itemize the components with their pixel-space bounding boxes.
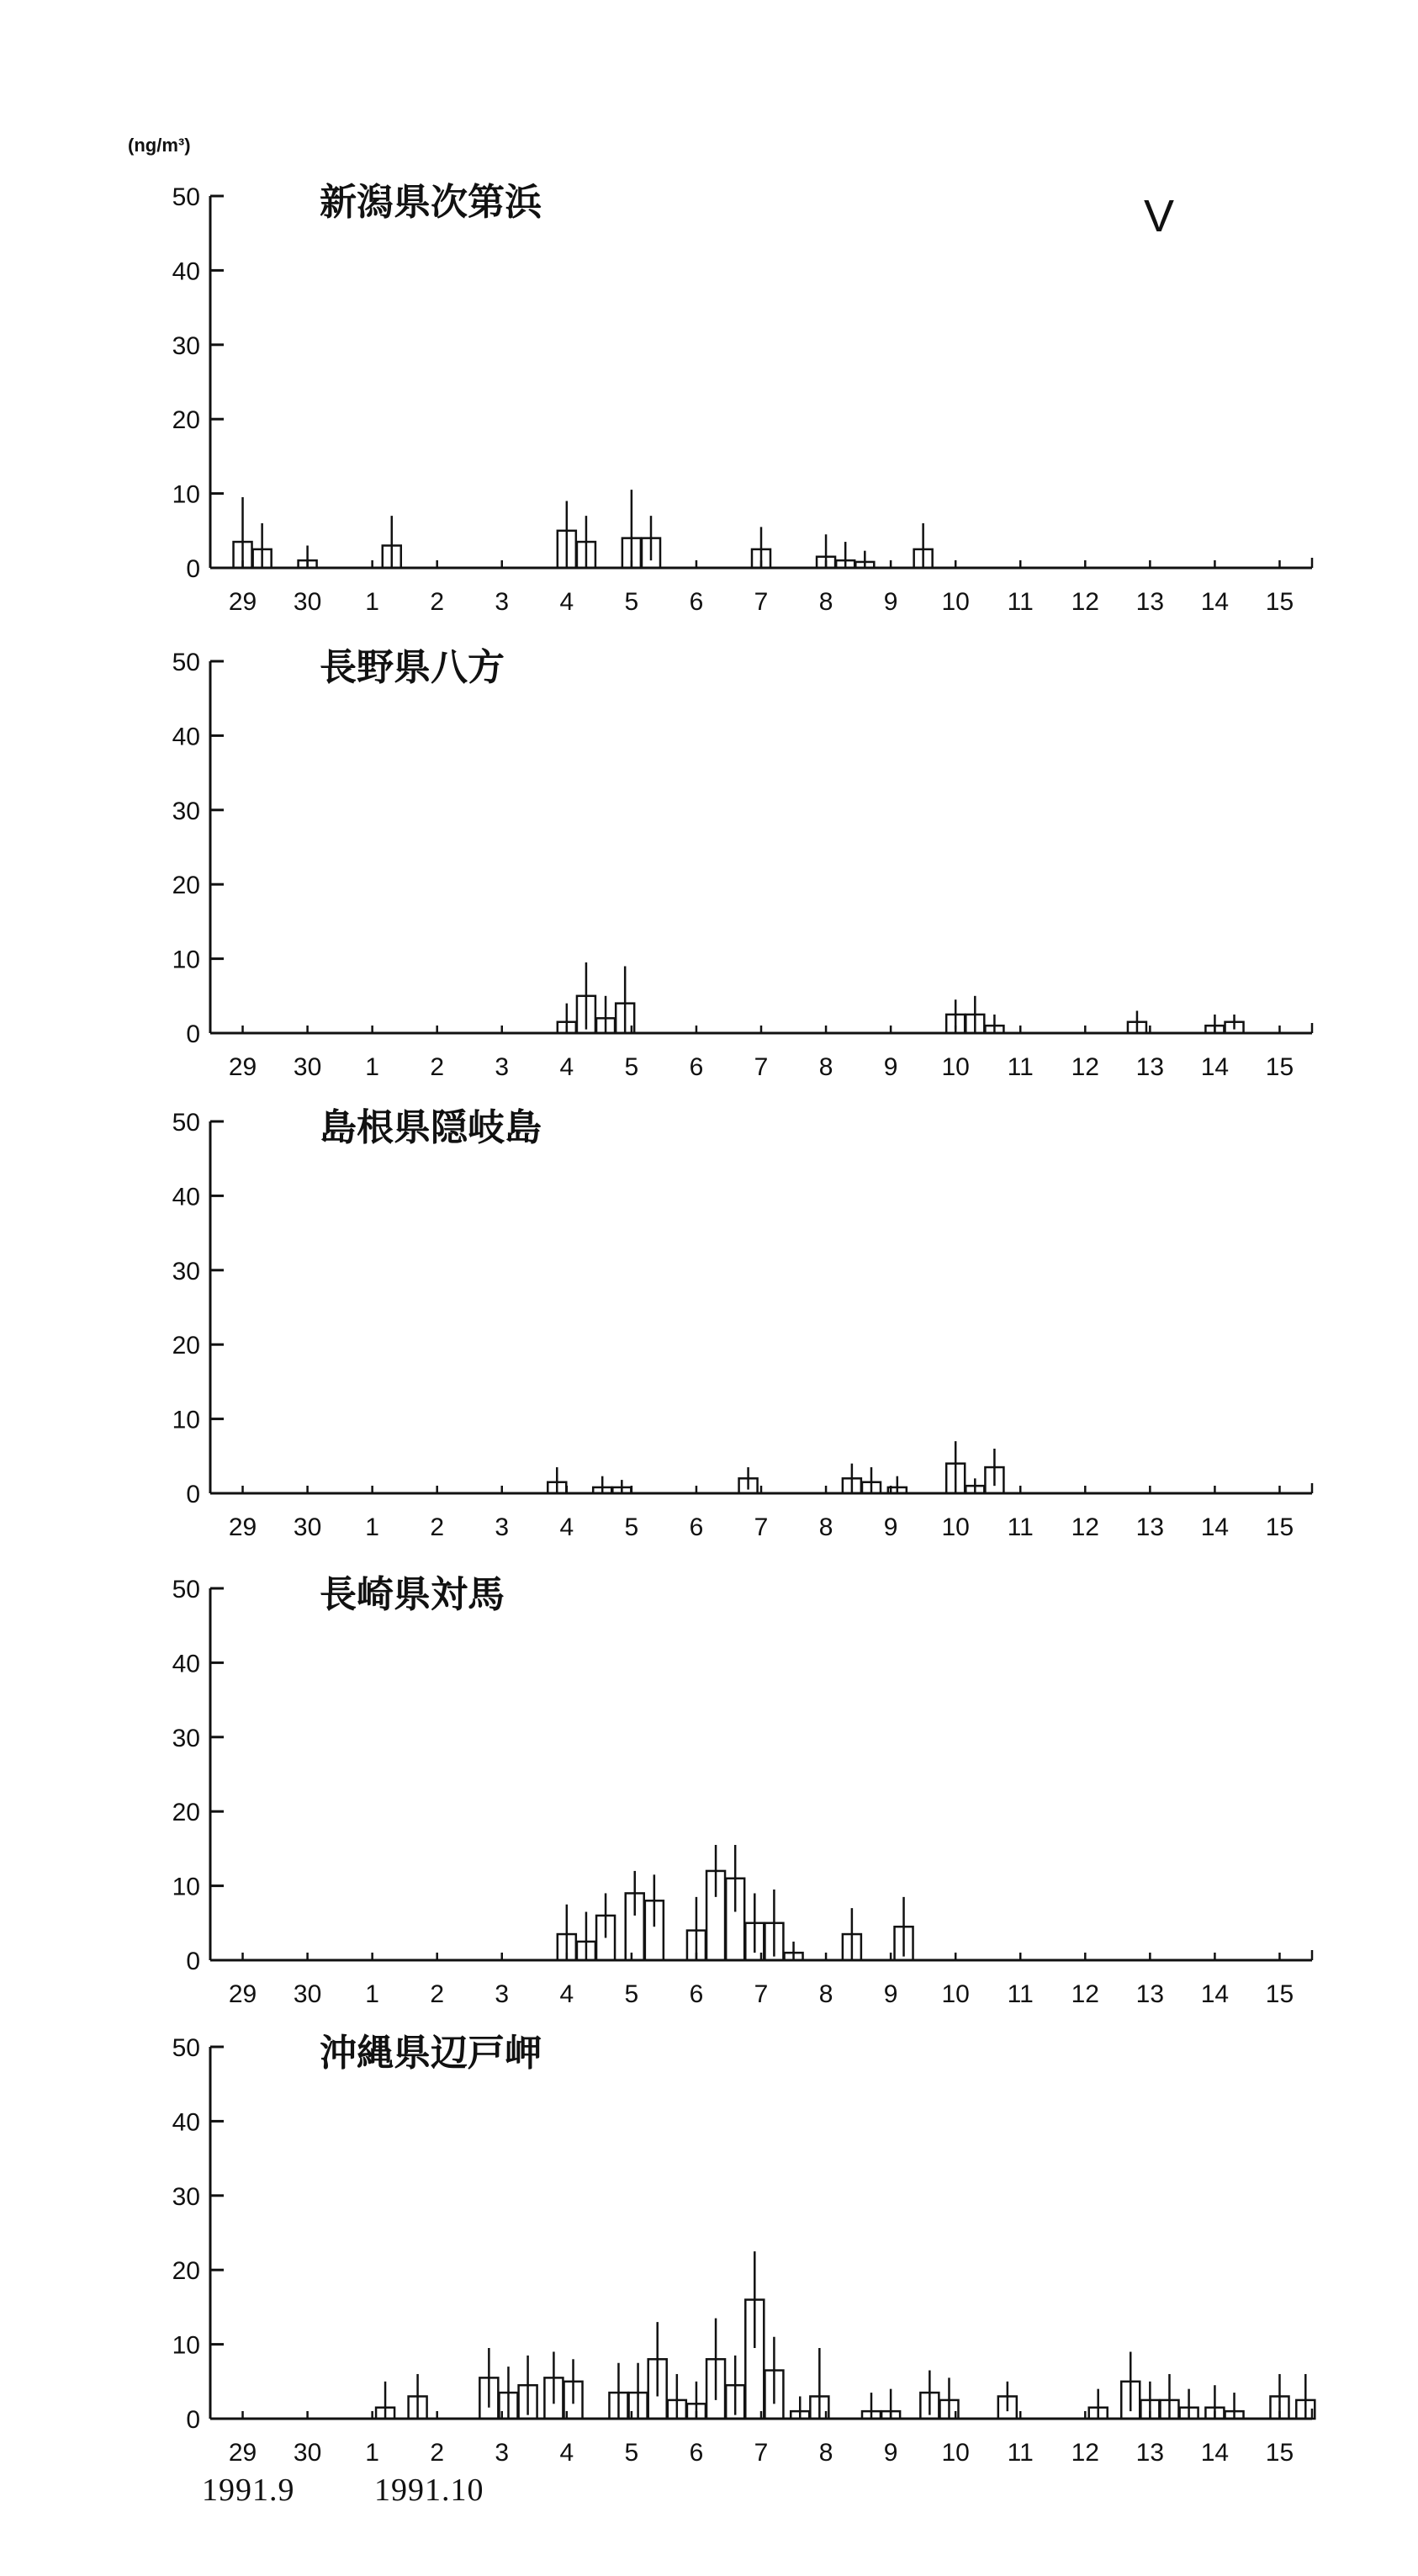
chart-title: 長野県八方 <box>320 646 505 689</box>
x-tick-label: 1 <box>365 1980 379 2008</box>
chart-panel-4 <box>172 1573 1312 2008</box>
y-tick-label: 50 <box>172 1109 200 1137</box>
x-tick-label: 2 <box>430 1980 445 2008</box>
x-tick-label: 7 <box>754 2439 769 2467</box>
x-tick-label: 10 <box>941 1053 970 1081</box>
x-tick-label: 15 <box>1265 1980 1294 2008</box>
x-tick-label: 6 <box>689 2439 704 2467</box>
x-tick-label: 2 <box>430 1513 445 1541</box>
y-tick-label: 0 <box>186 555 200 583</box>
x-tick-label: 15 <box>1265 588 1294 616</box>
x-tick-label: 8 <box>818 1513 833 1541</box>
x-tick-label: 4 <box>559 1513 574 1541</box>
date-label-september: 1991.9 <box>202 2473 295 2508</box>
y-tick-label: 0 <box>186 1948 200 1975</box>
x-tick-label: 7 <box>754 588 769 616</box>
x-tick-label: 29 <box>228 2439 257 2467</box>
y-tick-label: 20 <box>172 2257 200 2286</box>
x-tick-label: 29 <box>228 588 257 616</box>
y-tick-label: 50 <box>172 649 200 676</box>
x-tick-label: 3 <box>495 1053 510 1081</box>
x-tick-label: 8 <box>818 2439 833 2467</box>
x-tick-label: 12 <box>1071 1053 1099 1081</box>
y-tick-label: 0 <box>186 1481 200 1508</box>
y-tick-label: 20 <box>172 1332 200 1360</box>
x-tick-label: 30 <box>293 1053 322 1081</box>
x-tick-label: 13 <box>1135 1053 1165 1081</box>
x-tick-label: 1 <box>365 588 379 616</box>
x-tick-label: 14 <box>1200 588 1230 616</box>
y-tick-label: 30 <box>172 331 200 360</box>
x-tick-label: 7 <box>754 1980 769 2008</box>
x-tick-label: 3 <box>495 1980 510 2008</box>
x-tick-label: 10 <box>941 1980 970 2008</box>
x-tick-label: 29 <box>228 1513 257 1541</box>
x-tick-label: 13 <box>1135 2439 1165 2467</box>
x-tick-label: 5 <box>624 1053 639 1081</box>
x-tick-label: 10 <box>941 2439 970 2467</box>
chart-panel-2 <box>172 646 1312 1081</box>
x-tick-label: 14 <box>1200 1980 1230 2008</box>
y-tick-label: 50 <box>172 2034 200 2062</box>
x-tick-label: 5 <box>624 2439 639 2467</box>
x-tick-label: 15 <box>1265 1513 1294 1541</box>
x-tick-label: 7 <box>754 1513 769 1541</box>
x-tick-label: 11 <box>1007 1053 1034 1081</box>
x-tick-label: 13 <box>1135 588 1165 616</box>
x-tick-label: 5 <box>624 588 639 616</box>
x-tick-label: 6 <box>689 588 704 616</box>
y-tick-label: 10 <box>172 2331 200 2360</box>
y-tick-label: 30 <box>172 1257 200 1285</box>
x-tick-label: 3 <box>495 588 510 616</box>
x-tick-label: 1 <box>365 1513 379 1541</box>
x-tick-label: 4 <box>559 588 574 616</box>
x-tick-label: 3 <box>495 1513 510 1541</box>
y-tick-label: 10 <box>172 1406 200 1434</box>
x-tick-label: 9 <box>883 1513 898 1541</box>
x-tick-label: 6 <box>689 1053 704 1081</box>
x-tick-label: 10 <box>941 588 970 616</box>
y-tick-label: 0 <box>186 2406 200 2434</box>
y-tick-label: 20 <box>172 872 200 900</box>
x-tick-label: 9 <box>883 2439 898 2467</box>
x-tick-label: 11 <box>1007 1513 1034 1541</box>
x-tick-label: 8 <box>818 1980 833 2008</box>
y-tick-label: 50 <box>172 1576 200 1603</box>
chart-panel-5 <box>172 2032 1315 2467</box>
x-tick-label: 4 <box>559 1980 574 2008</box>
y-tick-label: 40 <box>172 257 200 286</box>
x-tick-label: 30 <box>293 588 322 616</box>
x-tick-label: 13 <box>1135 1513 1165 1541</box>
x-tick-label: 13 <box>1135 1980 1165 2008</box>
x-tick-label: 30 <box>293 1980 322 2008</box>
x-tick-label: 5 <box>624 1980 639 2008</box>
x-tick-label: 1 <box>365 1053 379 1081</box>
x-tick-label: 10 <box>941 1513 970 1541</box>
chart-panel-3 <box>172 1106 1312 1541</box>
x-tick-label: 14 <box>1200 2439 1230 2467</box>
chart-title: 島根県隠岐島 <box>320 1106 542 1149</box>
x-tick-label: 2 <box>430 1053 445 1081</box>
x-tick-label: 30 <box>293 2439 322 2467</box>
x-tick-label: 12 <box>1071 2439 1099 2467</box>
x-tick-label: 15 <box>1265 1053 1294 1081</box>
unit-label: (ng/m³) <box>128 135 191 156</box>
x-tick-label: 5 <box>624 1513 639 1541</box>
chart-title: 沖縄県辺戸岬 <box>320 2032 542 2075</box>
x-tick-label: 14 <box>1200 1513 1230 1541</box>
y-tick-label: 10 <box>172 946 200 974</box>
x-tick-label: 11 <box>1007 588 1034 616</box>
y-tick-label: 30 <box>172 1724 200 1752</box>
x-tick-label: 11 <box>1007 1980 1034 2008</box>
date-label-october: 1991.10 <box>374 2473 484 2508</box>
y-tick-label: 0 <box>186 1020 200 1048</box>
x-tick-label: 30 <box>293 1513 322 1541</box>
x-tick-label: 12 <box>1071 1980 1099 2008</box>
chart-title: 新潟県次第浜 <box>320 181 542 224</box>
y-tick-label: 40 <box>172 723 200 751</box>
panels <box>172 181 1315 2467</box>
x-tick-label: 9 <box>883 1980 898 2008</box>
x-tick-label: 7 <box>754 1053 769 1081</box>
x-tick-label: 29 <box>228 1980 257 2008</box>
x-tick-label: 29 <box>228 1053 257 1081</box>
x-tick-label: 8 <box>818 1053 833 1081</box>
y-tick-label: 10 <box>172 1873 200 1901</box>
x-tick-label: 2 <box>430 2439 445 2467</box>
y-tick-label: 30 <box>172 2182 200 2211</box>
x-tick-label: 9 <box>883 1053 898 1081</box>
x-tick-label: 11 <box>1007 2439 1034 2467</box>
x-tick-label: 2 <box>430 588 445 616</box>
y-tick-label: 50 <box>172 183 200 211</box>
x-tick-label: 1 <box>365 2439 379 2467</box>
x-tick-label: 14 <box>1200 1053 1230 1081</box>
x-tick-label: 6 <box>689 1980 704 2008</box>
x-tick-label: 4 <box>559 1053 574 1081</box>
chart-title: 長崎県対馬 <box>320 1573 505 1616</box>
y-tick-label: 20 <box>172 1799 200 1827</box>
x-tick-label: 8 <box>818 588 833 616</box>
y-tick-label: 10 <box>172 480 200 509</box>
x-tick-label: 15 <box>1265 2439 1294 2467</box>
chart-panel-1 <box>172 181 1312 616</box>
x-tick-label: 12 <box>1071 588 1099 616</box>
x-tick-label: 12 <box>1071 1513 1099 1541</box>
y-tick-label: 40 <box>172 1183 200 1211</box>
x-tick-label: 3 <box>495 2439 510 2467</box>
x-tick-label: 9 <box>883 588 898 616</box>
x-tick-label: 4 <box>559 2439 574 2467</box>
y-tick-label: 30 <box>172 797 200 825</box>
y-tick-label: 40 <box>172 1650 200 1678</box>
y-tick-label: 40 <box>172 2108 200 2137</box>
element-label: V <box>1144 191 1175 241</box>
x-tick-label: 6 <box>689 1513 704 1541</box>
y-tick-label: 20 <box>172 406 200 435</box>
